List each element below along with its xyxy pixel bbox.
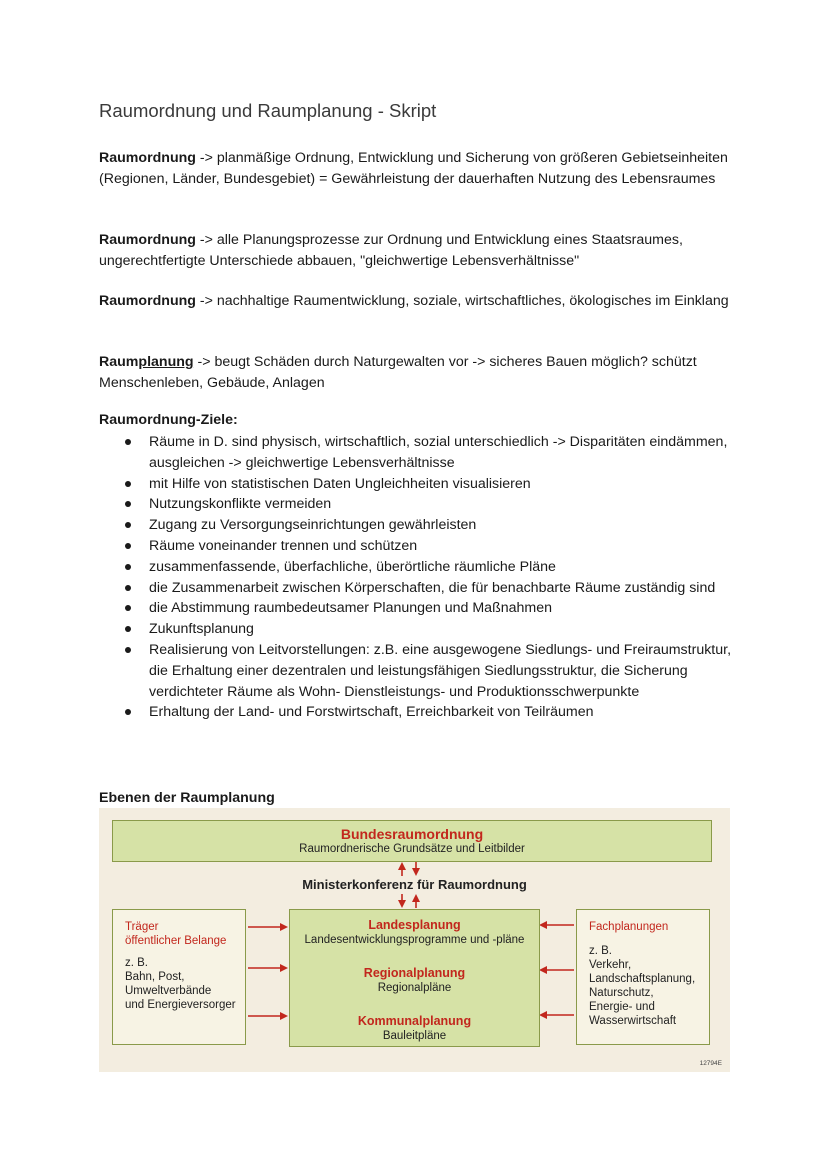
ministerkonferenz-label: Ministerkonferenz für Raumordnung xyxy=(302,877,527,892)
box-line: Naturschutz, xyxy=(589,987,654,999)
paragraph-raumordnung-3 xyxy=(99,291,739,312)
regionalplanung-title: Regionalplanung xyxy=(363,966,466,980)
figure-code: 12794E xyxy=(699,1060,722,1067)
term: Raumplanung xyxy=(99,354,194,370)
box-line: und Energieversorger xyxy=(125,999,236,1011)
goals-heading: Raumordnung-Ziele: xyxy=(99,412,238,428)
kommunalplanung-sub: Bauleitpläne xyxy=(382,1030,447,1042)
title-line: Träger xyxy=(125,921,159,933)
list-item: mit Hilfe von statistischen Daten Ungleichheiten visualisieren xyxy=(99,474,739,495)
term: Raumordnung xyxy=(99,232,196,248)
regionalplanung-sub: Regionalpläne xyxy=(377,982,452,994)
box-subtitle: Raumordnerische Grundsätze und Leitbilder xyxy=(299,843,525,855)
list-item: Erhaltung der Land- und Forstwirtschaft, Erreichbarkeit von Teilräumen xyxy=(99,702,739,723)
box-title: Fachplanungen xyxy=(589,921,669,933)
list-item: Realisierung von Leitvorstellungen: z.B. eine ausgewogene Siedlungs- und Freiraumstruktur, die Erhaltung einer dezentralen und leistungsfähigen Siedlungsstruktur, die Sicherung verdichteter Räume als Wohn- Dienstleistungs- und Produktionsschwerpunkte xyxy=(99,640,739,702)
list-item: Zukunftsplanung xyxy=(99,619,739,640)
kommunalplanung-title: Kommunalplanung xyxy=(357,1014,472,1028)
planning-levels-diagram xyxy=(99,808,730,1072)
definition-text: -> beugt Schäden durch Naturgewalten vor -> sicheres Bauen möglich? schützt Menschenleben, Gebäude, Anlagen xyxy=(99,354,697,391)
box-title xyxy=(125,920,245,948)
list-item: die Abstimmung raumbedeutsamer Planungen und Maßnahmen xyxy=(99,598,739,619)
bundesraumordnung-box xyxy=(112,820,712,862)
box-line: Bahn, Post, xyxy=(125,971,185,983)
definition-text: -> nachhaltige Raumentwicklung, soziale, wirtschaftliches, ökologisches im Einklang xyxy=(195,293,729,309)
goals-list xyxy=(99,432,739,723)
box-line: Verkehr, xyxy=(589,959,632,971)
traeger-box xyxy=(112,909,246,1045)
list-item: Nutzungskonflikte vermeiden xyxy=(99,494,739,515)
landesplanung-sub: Landesentwicklungsprogramme und -pläne xyxy=(304,934,525,946)
box-line: Landschaftsplanung, xyxy=(589,973,696,985)
list-item: zusammenfassende, überfachliche, überörtliche räumliche Pläne xyxy=(99,557,739,578)
list-item: Zugang zu Versorgungseinrichtungen gewährleisten xyxy=(99,515,739,536)
paragraph-raumplanung xyxy=(99,352,739,393)
list-item: Räume voneinander trennen und schützen xyxy=(99,536,739,557)
box-line: Wasserwirtschaft xyxy=(589,1015,677,1027)
planning-hierarchy-box xyxy=(289,909,540,1047)
landesplanung-title: Landesplanung xyxy=(368,918,461,932)
box-line: z. B. xyxy=(589,945,613,957)
definition-text: -> planmäßige Ordnung, Entwicklung und Sicherung von größeren Gebietseinheiten (Regionen, Länder, Bundesgebiet) = Gewährleistung der dauerhaften Nutzung des Lebensraumes xyxy=(99,150,728,187)
paragraph-raumordnung-2 xyxy=(99,230,739,271)
box-title: Bundesraumordnung xyxy=(340,826,484,842)
ebenen-heading: Ebenen der Raumplanung xyxy=(99,790,275,806)
box-line: z. B. xyxy=(125,957,149,969)
term: Raumordnung xyxy=(99,293,196,309)
title-line: öffentlicher Belange xyxy=(125,935,227,947)
list-item: Räume in D. sind physisch, wirtschaftlich, sozial unterschiedlich -> Disparitäten eindämmen, ausgleichen -> gleichwertige Lebensverhältnisse xyxy=(99,432,739,474)
term-underlined: planung xyxy=(138,354,194,370)
box-line: Energie- und xyxy=(589,1001,655,1013)
definition-text: -> alle Planungsprozesse zur Ordnung und Entwicklung eines Staatsraumes, ungerechtfertigte Unterschiede abbauen, "gleichwertige Lebensverhältnisse" xyxy=(99,232,683,269)
document-title: Raumordnung und Raumplanung - Skript xyxy=(99,100,437,121)
list-item: die Zusammenarbeit zwischen Körperschaften, die für benachbarte Räume zuständig sind xyxy=(99,578,739,599)
term: Raumordnung xyxy=(99,150,196,166)
fachplanungen-box xyxy=(576,909,710,1045)
paragraph-raumordnung-1 xyxy=(99,148,739,189)
box-line: Umweltverbände xyxy=(125,985,212,997)
